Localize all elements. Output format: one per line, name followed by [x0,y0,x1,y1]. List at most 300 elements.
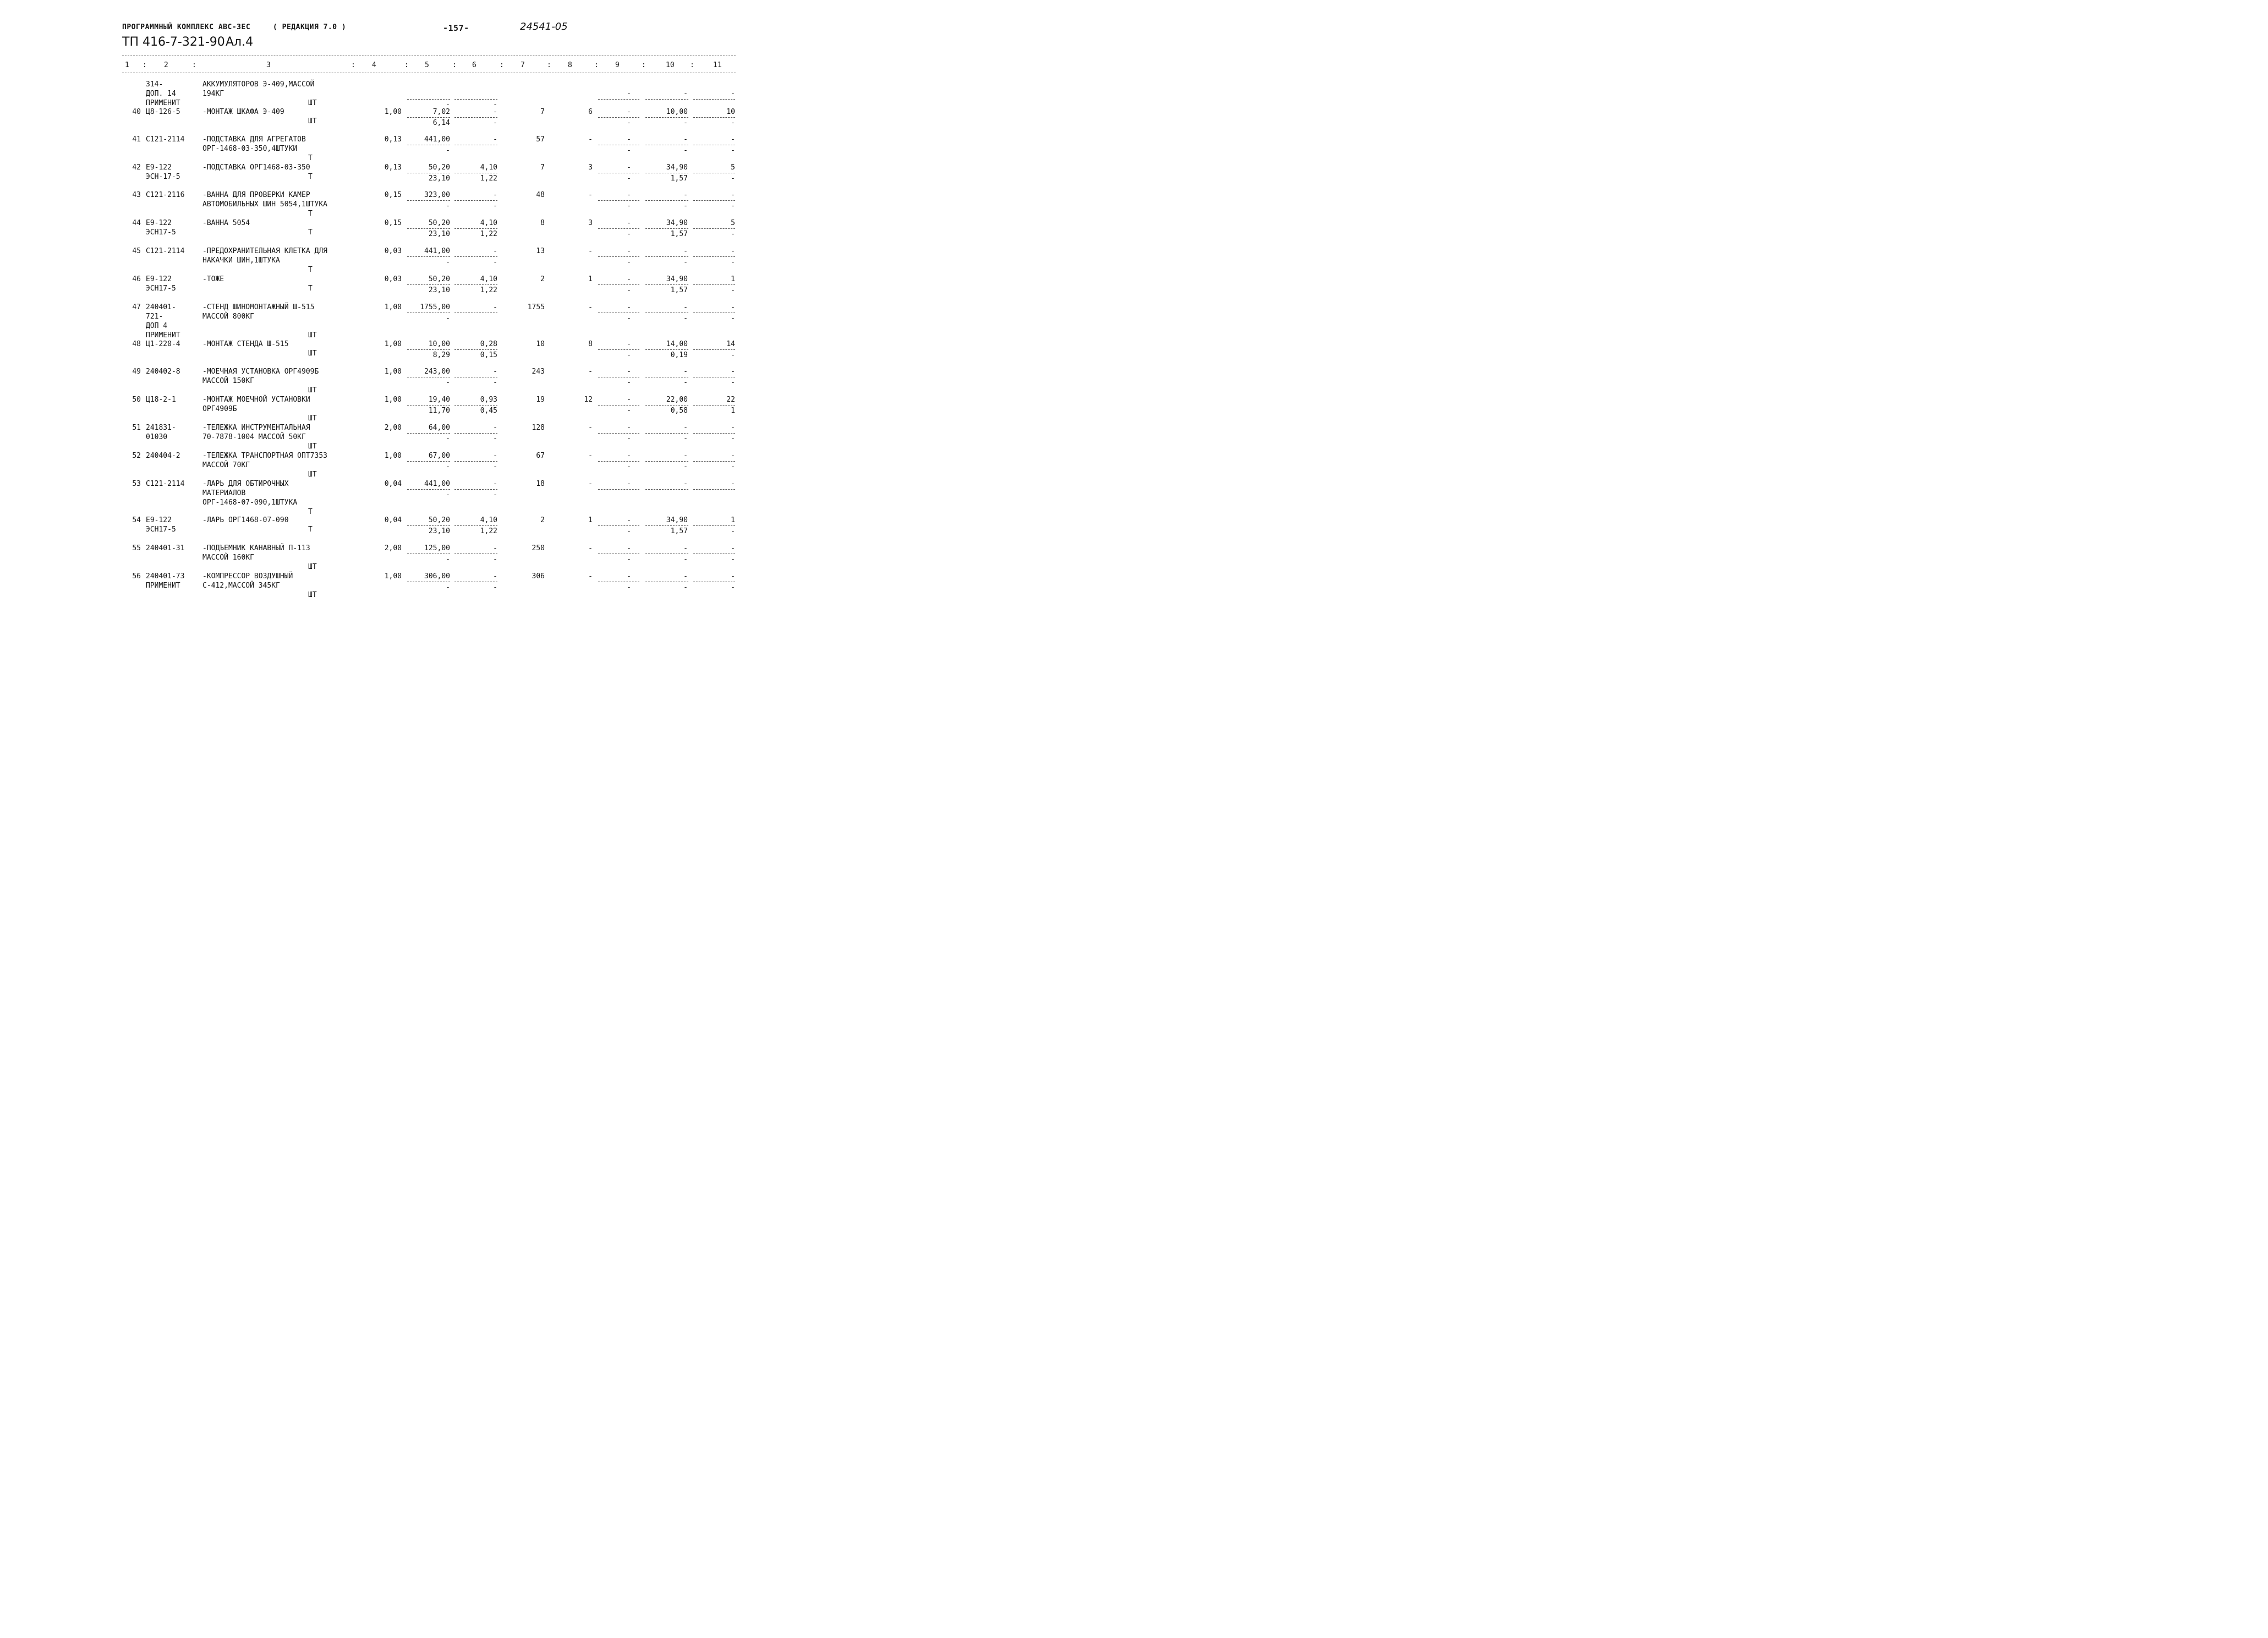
machine-wage-cell: - [493,202,497,210]
name-line: МАССОЙ 800КГ [202,313,254,321]
unit-label: Т [308,173,313,181]
unit-label: Т [308,266,313,274]
labor-sub-cell: 1,57 [670,174,688,183]
labor-sub-cell: 1,57 [670,527,688,535]
labor-sub-cell: - [683,463,688,471]
col9-cell: - [627,163,631,172]
machine-cell: 4,10 [480,275,497,283]
value-separator [645,117,688,118]
code-line: 721- [146,313,163,321]
machine-wage-cell: 0,15 [480,351,497,359]
wage-cell: - [588,424,593,432]
labor-total-cell: - [731,480,735,488]
labor-cell: - [683,452,688,460]
quantity-cell: 2,00 [384,424,402,432]
labor-total-sub-cell: - [731,146,735,155]
total-cell: 306 [532,572,545,580]
labor-total-cell: 5 [731,163,735,172]
labor-sub-cell: - [683,435,688,443]
column-separator: : [690,61,694,69]
col9-cell: - [627,516,631,524]
col9-cell: - [627,135,631,144]
labor-cell: 34,90 [666,516,688,524]
labor-cell: - [683,480,688,488]
row-number: 52 [132,452,141,460]
total-cell: 19 [536,396,545,404]
code-line: 01030 [146,433,168,441]
name-line: -ПРЕДОХРАНИТЕЛЬНАЯ КЛЕТКА ДЛЯ [202,247,327,255]
price-wage-cell: 23,10 [428,527,450,535]
price-cell: 67,00 [428,452,450,460]
name-line: -ПОДСТАВКА ОРГ1468-03-350 [202,163,310,172]
row-number: 47 [132,303,141,311]
wage-cell: - [588,572,593,580]
unit-label: ШТ [308,563,317,571]
unit-label: Т [308,228,313,237]
labor-cell: 34,90 [666,275,688,283]
col9-cell: - [627,368,631,376]
value-separator [598,525,639,526]
unit-label: ШТ [308,386,317,395]
column-separator: : [594,61,599,69]
value-separator [598,461,639,462]
name-line: -КОМПРЕССОР ВОЗДУШНЫЙ [202,572,293,580]
row-number: 56 [132,572,141,580]
code-line: С121-2116 [146,191,185,199]
name-line: -ТЕЛЕЖКА ТРАНСПОРТНАЯ ОПТ7353 [202,452,327,460]
name-line: МАССОЙ 70КГ [202,461,250,469]
labor-sub-cell: - [683,555,688,563]
value-separator [454,349,497,350]
col9-cell: - [627,572,631,580]
price-cell: 306,00 [424,572,450,580]
name-line: -ЛАРЬ ДЛЯ ОБТИРОЧНЫХ [202,480,289,488]
quantity-cell: 1,00 [384,340,402,348]
col9-sub-cell: - [627,555,631,563]
code-line: ЭСН17-5 [146,284,176,293]
name-line: -МОЕЧНАЯ УСТАНОВКА ОРГ4909Б [202,368,319,376]
wage-cell: 6 [588,108,593,116]
unit-label: ШТ [308,470,317,479]
col9-sub-cell: - [627,351,631,359]
quantity-cell: 0,15 [384,191,402,199]
column-header-8: 8 [568,61,572,69]
row-number: 45 [132,247,141,255]
value-separator [454,256,497,257]
machine-wage-cell: - [493,435,497,443]
wage-cell: - [588,135,593,144]
quantity-cell: 1,00 [384,452,402,460]
page-number: -157- [443,23,469,33]
row-number: 48 [132,340,141,348]
labor-total-cell: - [731,135,735,144]
name-line: 70-7878-1004 МАССОЙ 50КГ [202,433,306,441]
labor-sub-cell: 0,58 [670,407,688,415]
wage-cell: - [588,303,593,311]
price-wage-cell: - [446,379,450,387]
labor-total-sub-cell: - [731,583,735,591]
name-line: -ЛАРЬ ОРГ1468-07-090 [202,516,289,524]
value-separator [454,489,497,490]
labor-cell: 10,00 [666,108,688,116]
labor-sub-cell: - [683,119,688,127]
unit-label: Т [308,154,313,162]
quantity-cell: 1,00 [384,303,402,311]
value-separator [407,117,450,118]
row-number: 51 [132,424,141,432]
labor-total-sub-cell: - [731,314,735,322]
col9-cell: - [627,452,631,460]
col9-sub-cell: - [627,463,631,471]
row-number: 44 [132,219,141,227]
machine-wage-cell: 1,22 [480,230,497,238]
col9-sub-cell: - [627,286,631,294]
col9-sub-cell: - [627,174,631,183]
value-separator [454,99,497,100]
code-line: Е9-122 [146,163,172,172]
name-line: -ПОДСТАВКА ДЛЯ АГРЕГАТОВ [202,135,306,144]
name-line: АВТОМОБИЛЬНЫХ ШИН 5054,1ШТУКА [202,200,327,209]
value-separator [693,200,735,201]
labor-total-sub-cell: - [731,379,735,387]
labor-cell: - [683,90,688,98]
name-line: -ВАННА 5054 [202,219,250,227]
total-cell: 10 [536,340,545,348]
labor-sub-cell: 1,57 [670,286,688,294]
name-line: -ВАННА ДЛЯ ПРОВЕРКИ КАМЕР [202,191,310,199]
code-line: Е9-122 [146,516,172,524]
document-page [0,0,856,619]
price-cell: 1755,00 [420,303,450,311]
total-cell: 57 [536,135,545,144]
code-line: ПРИМЕНИТ [146,99,180,107]
value-separator [693,228,735,229]
code-line: Е9-122 [146,275,172,283]
price-wage-cell: - [446,101,450,109]
name-line: МАССОЙ 150КГ [202,377,254,385]
machine-cell: - [493,108,497,116]
price-cell: 50,20 [428,219,450,227]
price-wage-cell: - [446,146,450,155]
edition-label: ( РЕДАКЦИЯ 7.0 ) [273,23,347,31]
value-separator [645,228,688,229]
labor-total-cell: 1 [731,516,735,524]
code-line: Ц8-126-5 [146,108,180,116]
labor-total-sub-cell: - [731,527,735,535]
wage-cell: - [588,544,593,552]
code-line: ЭСН17-5 [146,228,176,237]
value-separator [407,99,450,100]
value-separator [645,525,688,526]
row-number: 42 [132,163,141,172]
labor-total-sub-cell: 1 [731,407,735,415]
labor-total-sub-cell: - [731,463,735,471]
value-separator [693,433,735,434]
unit-label: Т [308,508,313,516]
code-line: 241831- [146,424,176,432]
col9-cell: - [627,108,631,116]
value-separator [454,228,497,229]
code-line: 240401-31 [146,544,185,552]
name-line: -СТЕНД ШИНОМОНТАЖНЫЙ Ш-515 [202,303,315,311]
price-cell: 50,20 [428,163,450,172]
value-separator [407,433,450,434]
name-line: НАКАЧКИ ШИН,1ШТУКА [202,256,280,265]
code-line: Е9-122 [146,219,172,227]
col9-cell: - [627,340,631,348]
quantity-cell: 0,15 [384,219,402,227]
labor-cell: 34,90 [666,219,688,227]
labor-sub-cell: - [683,314,688,322]
machine-cell: 0,28 [480,340,497,348]
column-separator: : [452,61,457,69]
price-wage-cell: - [446,202,450,210]
name-line: ОРГ4909Б [202,405,237,413]
labor-sub-cell: - [683,583,688,591]
price-wage-cell: - [446,314,450,322]
code-line: 240401- [146,303,176,311]
col9-cell: - [627,424,631,432]
value-separator [598,405,639,406]
value-separator [693,117,735,118]
value-separator [693,489,735,490]
machine-cell: - [493,303,497,311]
name-line: С-412,МАССОЙ 345КГ [202,582,280,590]
total-cell: 128 [532,424,545,432]
row-number: 53 [132,480,141,488]
column-separator: : [547,61,551,69]
row-number: 50 [132,396,141,404]
machine-cell: - [493,424,497,432]
price-wage-cell: 6,14 [432,119,450,127]
album-label: Ал.4 [226,35,254,49]
value-separator [454,525,497,526]
price-wage-cell: - [446,258,450,266]
quantity-cell: 0,04 [384,516,402,524]
value-separator [454,461,497,462]
column-header-10: 10 [666,61,675,69]
value-separator [598,200,639,201]
wage-cell: 8 [588,340,593,348]
price-wage-cell: - [446,555,450,563]
row-number: 40 [132,108,141,116]
machine-wage-cell: 0,45 [480,407,497,415]
value-separator [454,433,497,434]
column-header-1: 1 [125,61,129,69]
price-wage-cell: 23,10 [428,174,450,183]
value-separator [407,461,450,462]
value-separator [407,489,450,490]
col9-cell: - [627,480,631,488]
value-separator [645,284,688,285]
col9-sub-cell: - [627,258,631,266]
value-separator [598,349,639,350]
total-cell: 7 [540,108,545,116]
price-wage-cell: 23,10 [428,286,450,294]
column-header-3: 3 [266,61,271,69]
code-line: 240402-8 [146,368,180,376]
machine-cell: - [493,480,497,488]
total-cell: 18 [536,480,545,488]
labor-cell: - [683,424,688,432]
wage-cell: 12 [584,396,593,404]
labor-total-cell: 10 [726,108,735,116]
value-separator [693,349,735,350]
unit-label: ШТ [308,591,317,599]
machine-cell: - [493,452,497,460]
machine-wage-cell: - [493,119,497,127]
column-header-5: 5 [425,61,429,69]
unit-label: ШТ [308,99,317,107]
column-header-6: 6 [472,61,476,69]
price-cell: 50,20 [428,516,450,524]
machine-wage-cell: 1,22 [480,174,497,183]
value-separator [598,99,639,100]
labor-total-cell: - [731,191,735,199]
value-separator [598,117,639,118]
name-line: ОРГ-1468-03-350,4ШТУКИ [202,145,298,153]
value-separator [407,525,450,526]
quantity-cell: 0,04 [384,480,402,488]
machine-cell: - [493,135,497,144]
project-number: ТП 416-7-321-90 [122,35,225,49]
value-separator [693,99,735,100]
price-cell: 441,00 [424,135,450,144]
labor-cell: - [683,303,688,311]
code-line: ДОП. 14 [146,90,176,98]
labor-cell: 22,00 [666,396,688,404]
total-cell: 250 [532,544,545,552]
total-cell: 13 [536,247,545,255]
name-line: -МОНТАЖ СТЕНДА Ш-515 [202,340,289,348]
labor-total-cell: - [731,452,735,460]
unit-label: ШТ [308,349,317,358]
code-line: ДОП 4 [146,322,168,330]
code-line: ПРИМЕНИТ [146,582,180,590]
program-title: ПРОГРАММНЫЙ КОМПЛЕКС АВС-ЗЕС [122,23,251,31]
col9-sub-cell: - [627,146,631,155]
code-line: 240404-2 [146,452,180,460]
quantity-cell: 0,03 [384,275,402,283]
machine-cell: - [493,368,497,376]
value-separator [598,284,639,285]
labor-total-cell: 14 [726,340,735,348]
labor-total-sub-cell: - [731,555,735,563]
value-separator [454,405,497,406]
price-cell: 19,40 [428,396,450,404]
quantity-cell: 1,00 [384,108,402,116]
column-separator: : [642,61,646,69]
unit-label: ШТ [308,331,317,339]
name-line: -МОНТАЖ ШКАФА Э-409 [202,108,284,116]
col9-sub-cell: - [627,379,631,387]
value-separator [598,256,639,257]
price-cell: 441,00 [424,480,450,488]
column-header-9: 9 [615,61,620,69]
total-cell: 8 [540,219,545,227]
unit-label: ШТ [308,442,317,451]
price-cell: 323,00 [424,191,450,199]
col9-sub-cell: - [627,202,631,210]
column-header-4: 4 [372,61,376,69]
price-wage-cell: - [446,463,450,471]
price-cell: 441,00 [424,247,450,255]
name-line: ОРГ-1468-07-090,1ШТУКА [202,498,298,507]
code-line: С121-2114 [146,135,185,144]
document-number: 24541-05 [520,21,568,32]
labor-sub-cell: - [683,258,688,266]
value-separator [693,461,735,462]
value-separator [407,284,450,285]
name-line: -ТОЖЕ [202,275,224,283]
wage-cell: - [588,368,593,376]
value-separator [598,433,639,434]
value-separator [645,433,688,434]
code-line: Ц18-2-1 [146,396,176,404]
labor-sub-cell: 0,19 [670,351,688,359]
labor-total-cell: - [731,303,735,311]
unit-label: Т [308,525,313,534]
machine-cell: 4,10 [480,516,497,524]
value-separator [645,256,688,257]
price-wage-cell: 8,29 [432,351,450,359]
value-separator [407,349,450,350]
labor-total-cell: 1 [731,275,735,283]
labor-total-sub-cell: - [731,230,735,238]
column-separator: : [351,61,355,69]
quantity-cell: 0,13 [384,135,402,144]
unit-label: ШТ [308,117,317,125]
col9-sub-cell: - [627,314,631,322]
total-cell: 243 [532,368,545,376]
price-wage-cell: - [446,435,450,443]
column-separator: : [404,61,409,69]
machine-wage-cell: - [493,258,497,266]
machine-wage-cell: 1,22 [480,286,497,294]
value-separator [645,461,688,462]
price-cell: 243,00 [424,368,450,376]
column-header-2: 2 [164,61,168,69]
labor-total-cell: - [731,424,735,432]
column-header-7: 7 [521,61,525,69]
labor-cell: - [683,572,688,580]
row-number: 54 [132,516,141,524]
labor-total-sub-cell: - [731,351,735,359]
name-line: -МОНТАЖ МОЕЧНОЙ УСТАНОВКИ [202,396,310,404]
col9-cell: - [627,191,631,199]
col9-sub-cell: - [627,230,631,238]
machine-cell: - [493,544,497,552]
labor-total-cell: - [731,544,735,552]
row-number: 41 [132,135,141,144]
col9-sub-cell: - [627,407,631,415]
code-line: ПРИМЕНИТ [146,331,180,339]
col9-sub-cell: - [627,119,631,127]
unit-label: Т [308,284,313,293]
value-separator [693,256,735,257]
labor-cell: - [683,135,688,144]
wage-cell: - [588,247,593,255]
machine-wage-cell: 1,22 [480,527,497,535]
col9-sub-cell: - [627,527,631,535]
machine-cell: 4,10 [480,163,497,172]
total-cell: 1755 [527,303,545,311]
labor-total-sub-cell: - [731,174,735,183]
price-wage-cell: 11,70 [428,407,450,415]
machine-wage-cell: - [493,583,497,591]
labor-sub-cell: - [683,202,688,210]
wage-cell: - [588,191,593,199]
